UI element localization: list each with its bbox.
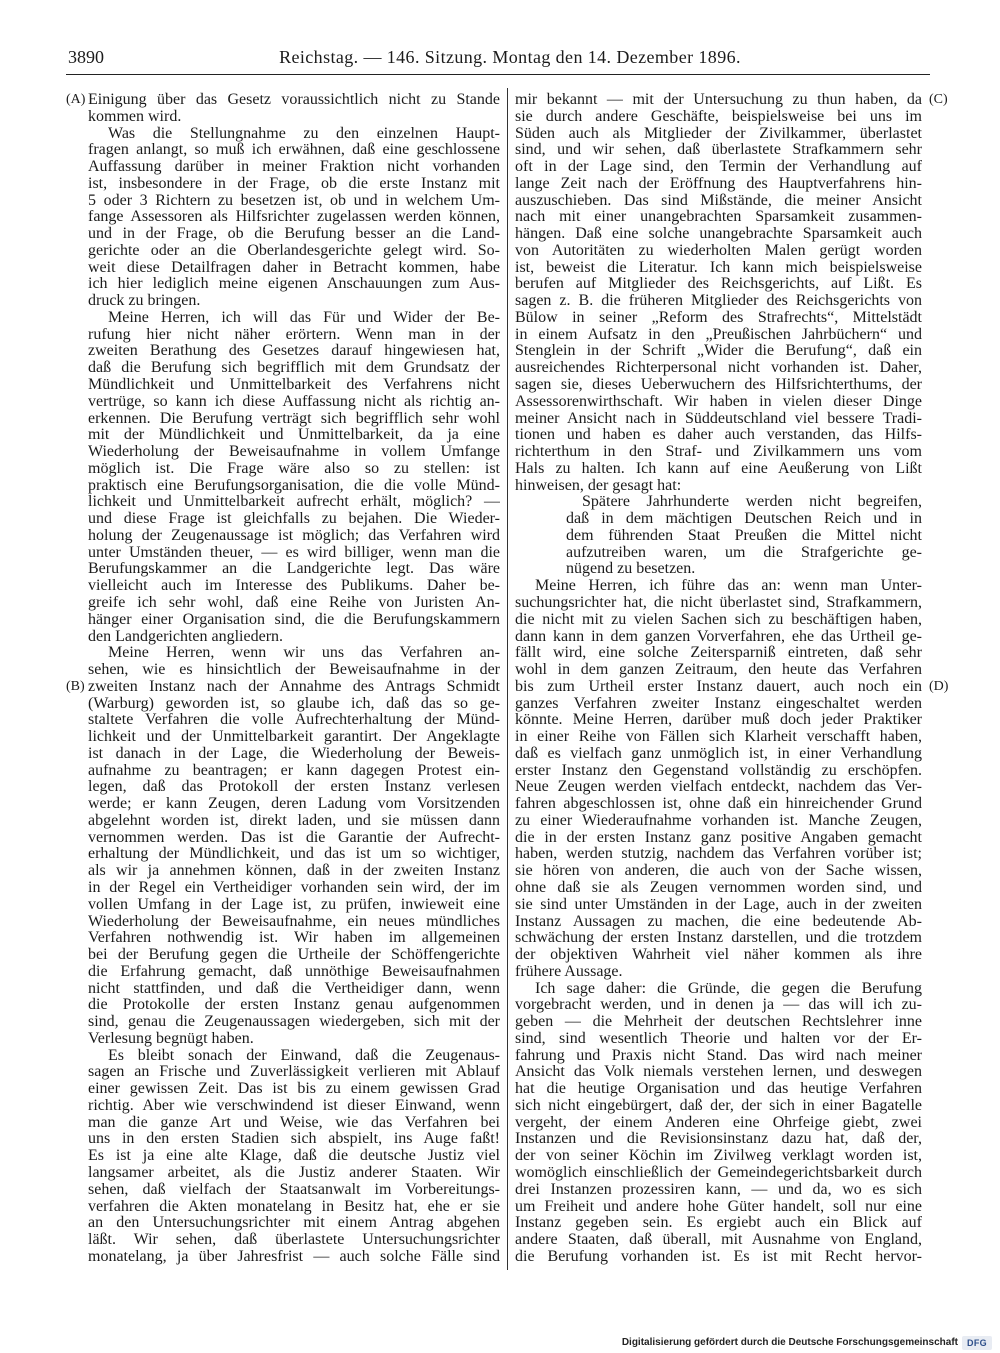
text-line: sind, genau die Zeugenaussagen wiedergeben, sich mit der (88, 1014, 500, 1031)
text-line: fahrung und Praxis nicht Stand. Das wird nach meiner (515, 1047, 922, 1064)
text-line: ohne daß sie als Zeugen vernommen worden sind, und (515, 879, 922, 896)
text-line: fragen anlangt, so muß ich erwähnen, daß eine geschlossene (88, 142, 500, 159)
text-line: sie sind unter Umständen in der Lage, auch in der zweiten (515, 896, 922, 913)
text-line: man die ganze Art und Weise, wie das Verfahren bei (88, 1114, 500, 1131)
text-line: praktisch eine Berufungsorganisation, die die volle Münd- (88, 477, 500, 494)
text-line: erster Instanz den Gegenstand vollständig zu erschöpfen. (515, 762, 922, 779)
text-line: suchungsrichter hat, die nicht überlastet sind, Strafkammern, (515, 594, 922, 611)
digitization-credit: Digitalisierung gefördert durch die Deutsche Forschungsgemeinschaft (621, 1337, 958, 1348)
text-line: hänger einer Organisation sind, die die Berufungskammern (88, 611, 500, 628)
text-line: hat die heutige Organisation und das heutige Verfahren (515, 1081, 922, 1098)
text-line: holung der Zeugenaussage ist möglich; das Verfahren wird (88, 527, 500, 544)
text-line: fange Assessoren als Hilfsrichter zugelassen werden können, (88, 209, 500, 226)
text-line: Meine Herren, ich führe das an: wenn man Unter- (535, 578, 922, 595)
text-line: Verfahren nothwendig ist. Wir haben im allgemeinen (88, 930, 500, 947)
text-line: Assessorenwirthschaft. Wir haben in vielen dieser Dinge (515, 393, 922, 410)
text-line: vollen Umfang in der Lage ist, zu prüfen, inwieweit eine (88, 896, 500, 913)
text-line: Ich sage daher: die Gründe, die gegen die Berufung (535, 980, 922, 997)
text-line: lichkeit und der Unmittelbarkeit garantirt. Der Angeklagte (88, 729, 500, 746)
text-line: ausreichendes Richterpersonal nicht vorhanden ist. Daher, (515, 360, 922, 377)
paragraph (88, 1048, 500, 1266)
text-line: zweiten Instanz nach der Annahme des Antrags Schmidt (88, 678, 500, 695)
text-line: Meine Herren, wenn wir uns das Verfahren an- (108, 645, 500, 662)
text-line: drei Instanzen prozessiren kann, — und da, wo es sich (515, 1181, 922, 1198)
paragraph (88, 645, 500, 1047)
text-line: und in der Frage, ob die Berufung besser an die Land- (88, 226, 500, 243)
text-line: Auffassung darüber in meiner Fraktion nicht vorhanden (88, 159, 500, 176)
text-line: vorgebracht werden, und in denen ja — das will ich zu- (515, 997, 922, 1014)
text-line: hängen. Daß eine solche unangebrachte Sparsamkeit auch (515, 226, 922, 243)
text-line: den Landgerichten angliedern. (88, 628, 284, 645)
column-rule (507, 88, 508, 1270)
text-line: aufzutreiben waren, um die Strafgerichte ge- (566, 544, 922, 561)
text-line: haben, werden stutzig, nachdem das Verfahren vorüber ist; (515, 846, 922, 863)
text-line: Ansicht das Volk niemals verstehen lernen, und deswegen (515, 1064, 922, 1081)
text-line: Instanz gegeben sein. Es ergiebt auch ein Blick auf (515, 1215, 922, 1232)
text-line: an den Untersuchungsrichter mit einem Antrag abgehen (88, 1215, 500, 1232)
text-line: hinweisen, der gesagt hat: (515, 477, 682, 494)
text-line: sie durch andere Geschäfte, beispielsweise bei uns im (515, 108, 922, 125)
text-line: richterthum in den Straf- und Zivilkammern uns vom (515, 444, 922, 461)
text-line: sind, und wir sehen, daß überlastete Strafkammern sehr (515, 142, 922, 159)
text-line: ich hier lediglich meine eigenen Anschauungen zum Aus- (88, 276, 500, 293)
text-line: zu einer Wiederaufnahme vorhanden ist. Manche Zeugen, (515, 812, 922, 829)
text-line: Wiederholung der Beweisaufnahme, ein neues mündliches (88, 913, 500, 930)
paragraph (88, 310, 500, 645)
text-line: vernommen werden. Das ist die Garantie der Aufrecht- (88, 829, 500, 846)
text-line: ganzes Verfahren zweiter Instanz eingeschaltet werden (515, 695, 922, 712)
text-line: aufnahme zu beantragen; er kann dagegen Protest ein- (88, 762, 500, 779)
text-line: Spätere Jahrhunderte werden nicht begreifen, (582, 494, 922, 511)
text-line: Hals zu halten. Ich kann auf eine Aeußerung von Lißt (515, 460, 922, 477)
text-line: vergeht, der einem Anderen eine Ohrfeige giebt, zwei (515, 1114, 922, 1131)
dfg-logo: DFG (962, 1336, 992, 1350)
text-line: Verlesung begnügt haben. (88, 1030, 254, 1047)
text-line: frühere Aussage. (515, 963, 623, 980)
text-line: Instanzen und die Revisionsinstanz dazu hat, daß der, (515, 1131, 922, 1148)
text-line: staltete Verfahren die volle Aufrechterhaltung der Münd- (88, 712, 500, 729)
text-line: oft in der Lage sind, den Termin der Verhandlung auf (515, 159, 922, 176)
text-line: lange Zeit nach der Eröffnung des Hauptverfahrens hin- (515, 175, 922, 192)
text-line: ist, beweist die Literatur. Ich kann mich beispielsweise (515, 259, 922, 276)
text-line: bei der Berufung gegen die Urtheile der Schöffengerichte (88, 947, 500, 964)
margin-marker-d: (D) (929, 679, 949, 694)
text-line: Meine Herren, ich will das Für und Wider der Be- (108, 309, 500, 326)
text-line: sehen, wie es hinsichtlich der Beweisaufnahme in der (88, 662, 500, 679)
text-line: kommen wird. (88, 108, 182, 125)
text-line: Es bleibt sonach der Einwand, daß die Zeugenaus- (108, 1047, 500, 1064)
text-line: von Autoritäten zu wiederholten Malen gerügt worden (515, 242, 922, 259)
text-line: Einigung über das Gesetz voraussichtlich nicht zu Stande (88, 92, 500, 108)
text-line: (Warburg) geworden ist, so glaube ich, daß das so ge- (88, 695, 500, 712)
text-line: mit der Mündlichkeit und Unmittelbarkeit, da ja eine (88, 427, 500, 444)
paragraph (515, 92, 922, 494)
text-line: Süden auch als Mitglieder der Zivilkammer, überlastet (515, 125, 922, 142)
text-line: möglich ist. Die Frage wäre also so zu stellen: ist (88, 460, 500, 477)
text-line: und diese Frage ist gleichfalls zu bejahen. Die Wieder- (88, 511, 500, 528)
text-line: die Protokolle der ersten Instanz genau aufgenommen (88, 997, 500, 1014)
text-line: Bülow in seiner „Reform des Strafrechts“, Mittelstädt (515, 309, 922, 326)
text-line: erkennen. Die Berufung verträgt sich begrifflich sehr wohl (88, 410, 500, 427)
text-line: lichkeit und Unmittelbarkeit aufrecht erhält, möglich? — (88, 494, 500, 511)
text-line: erhaltung der Mündlichkeit, und das ist um so wichtiger, (88, 846, 500, 863)
text-line: mir bekannt — mit der Untersuchung zu thun haben, da (515, 92, 922, 108)
left-column (88, 92, 500, 1266)
text-line: läßt. Wir sehen, daß überlastete Untersuchungsrichter (88, 1232, 500, 1249)
text-line: nicht stattfinden, und daß die Vertheidiger dann, wenn (88, 980, 500, 997)
text-line: als wir ja annehmen können, daß in der zweiten Instanz (88, 863, 500, 880)
text-line: dem führenden Staat Preußen die Mittel nicht (566, 527, 922, 544)
text-line: monatelang, ja über Jahresfrist — auch solche Fälle sind (88, 1248, 500, 1265)
text-line: geben — die Mehrheit der deutschen Rechtslehrer inne (515, 1014, 922, 1031)
text-line: ist, insbesondere in der Frage, ob die erste Instanz mit (88, 175, 500, 192)
text-line: die Erfahrung gemacht, daß unnöthige Beweisaufnahmen (88, 963, 500, 980)
text-line: legen, daß das Protokoll der ersten Instanz verlesen (88, 779, 500, 796)
text-line: nach mit einer unangebrachten Sparsamkeit zusammen- (515, 209, 922, 226)
text-line: rufung hier nicht näher erörtern. Wenn man in der (88, 326, 500, 343)
text-line: langsamer arbeitet, als die Justiz anderer Staaten. Wir (88, 1165, 500, 1181)
margin-marker-a: (A) (66, 92, 86, 107)
text-line: um Freiheit und andere hohe Güter handelt, soll nur eine (515, 1198, 922, 1215)
text-line: daß es vielfach ganz unmöglich ist, in einer Verhandlung (515, 745, 922, 762)
paragraph (88, 126, 500, 310)
text-line: könnte. Meine Herren, darüber muß doch jeder Praktiker (515, 712, 922, 729)
text-line: womöglich einschließlich der Gemeindegerichtsbarkeit durch (515, 1165, 922, 1181)
text-line: Wiederholung der Beweisaufnahme in vollem Umfange (88, 444, 500, 461)
text-line: ist danach in der Lage, die Wiederholung der Beweis- (88, 745, 500, 762)
page-number: 3890 (68, 47, 104, 67)
text-line: der objektiven Wahrheit viel näher kommen als ihre (515, 947, 922, 964)
text-line: fällt wird, eine solche Zeitersparniß eintreten, daß sehr (515, 645, 922, 662)
text-line: abgelehnt worden ist, direkt laden, und sie müssen dann (88, 812, 500, 829)
text-line: schwächung der ersten Instanz darstellen, und die trotzdem (515, 930, 922, 947)
text-line: uns in den ersten Stadien sich abspielt, ins Auge faßt! (88, 1131, 500, 1148)
text-line: greife ich sehr wohl, daß eine Reihe von Juristen An- (88, 594, 500, 611)
block-quote (566, 494, 922, 578)
text-line: richtig. Aber wie verschwindend ist dieser Einwand, wenn (88, 1097, 500, 1114)
text-line: druck zu bringen. (88, 293, 201, 310)
text-line: vertrüge, so kann ich diese Auffassung nicht als richtig an- (88, 393, 500, 410)
text-line: einer gewissen Zeit. Das ist bis zu einem gewissen Grad (88, 1081, 500, 1098)
text-line: in einem Aufsatz in den „Preußischen Jahrbüchern“ und (515, 326, 922, 343)
text-line: werde; er kann Zeugen, deren Ladung vom Vorsitzenden (88, 796, 500, 813)
margin-marker-b: (B) (66, 679, 85, 694)
text-line: unter Umständen theuer, — es wird billiger, wenn man die (88, 544, 500, 561)
text-line: Es ist ja eine alte Klage, daß die deutsche Justiz viel (88, 1148, 500, 1165)
text-line: in einer Reihe von Fällen sich Klarheit verschafft haben, (515, 729, 922, 746)
text-line: sehen, daß vielfach der Staatsanwalt im Vorbereitungs- (88, 1181, 500, 1198)
text-line: die Berufung vorhanden ist. Es ist mit Recht hervor- (515, 1248, 922, 1265)
paragraph (515, 578, 922, 980)
text-line: gerichte oder an die Oberlandesgerichte gelegt wird. So- (88, 242, 500, 259)
margin-marker-c: (C) (929, 92, 948, 107)
text-line: 5 oder 3 Richtern zu besetzen ist, ob und in welchem Um- (88, 192, 500, 209)
text-line: daß in dem mächtigen Deutschen Reich und in (566, 511, 922, 528)
text-line: sagen z. B. die früheren Mitglieder des Reichsgerichts von (515, 293, 922, 310)
text-line: die nicht mit zu vielen Sachen sich zu beschäftigen haben, (515, 611, 922, 628)
text-line: sind, sind wesentlich Theorie und halten vor der Er- (515, 1030, 922, 1047)
text-line: nügend zu besetzen. (566, 561, 696, 578)
text-line: Berufungskammer an die Landgerichte legt. Das wäre (88, 561, 500, 578)
right-column (515, 92, 922, 1266)
text-line: fahren abgeschlossen ist, ohne daß ein hinreichender Grund (515, 796, 922, 813)
text-line: sagen sie, dieses Ueberwuchern des Hilfsrichterthums, der (515, 377, 922, 394)
text-line: Stenglein in der Schrift „Wider die Berufung“, daß ein (515, 343, 922, 360)
text-line: Neue Zeugen werden vielfach entdeckt, nachdem das Ver- (515, 779, 922, 796)
text-line: Mündlichkeit und Unmittelbarkeit des Verfahrens nicht (88, 377, 500, 394)
text-line: dann kann in dem ganzen Vorverfahren, ehe das Urtheil ge- (515, 628, 922, 645)
text-line: auszuschieben. Das sind Mißstände, die meiner Ansicht (515, 192, 922, 209)
text-line: zweiten Berathung des Gesetzes darauf hingewiesen hat, (88, 343, 500, 360)
text-line: sich nicht eingebürgert, daß der, der sich in einer Bagatelle (515, 1097, 922, 1114)
text-line: bis zum Urtheil erster Instanz dauert, auch noch ein (515, 678, 922, 695)
text-line: in der Regel ein Vertheidiger vorhanden sein wird, der im (88, 879, 500, 896)
header-rule (66, 74, 930, 75)
paragraph (515, 981, 922, 1266)
text-line: vielleicht auch im Interesse des Publikums. Daher be- (88, 578, 500, 595)
paragraph (88, 92, 500, 126)
text-line: Was die Stellungnahme zu den einzelnen Haupt- (108, 125, 500, 142)
text-line: der von seiner Köchin im Zivilweg verklagt worden ist, (515, 1148, 922, 1165)
text-line: die in der ersten Instanz ganz positive Angaben gemacht (515, 829, 922, 846)
text-line: andere Staaten, daß überall, mit Ausnahme von England, (515, 1232, 922, 1249)
text-line: tionen und haben es daher auch verstanden, das Hilfs- (515, 427, 922, 444)
text-line: meiner Ansicht nach in Süddeutschland viel bessere Tradi- (515, 410, 922, 427)
text-line: berufen auf Mitglieder des Reichsgerichts, auf Lißt. Es (515, 276, 922, 293)
text-line: sagen an Frische und Zuverlässigkeit verlieren mit Ablauf (88, 1064, 500, 1081)
text-line: verfahren die Akten monatelang in Besitz hat, ehe er sie (88, 1198, 500, 1215)
text-line: Instanz Aussagen zu machen, die eine bedeutende Ab- (515, 913, 922, 930)
text-line: wohl in dem ganzen Zeitraum, den heute das Verfahren (515, 662, 922, 679)
running-title: Reichstag. — 146. Sitzung. Montag den 14. Dezember 1896. (279, 47, 741, 67)
text-line: daß die Berufung sich begrifflich mit dem Grundsatz der (88, 360, 500, 377)
text-line: weit diese Detailfragen daher in Betracht kommen, habe (88, 259, 500, 276)
text-line: sie hören von anderen, die auch von der Sache wissen, (515, 863, 922, 880)
